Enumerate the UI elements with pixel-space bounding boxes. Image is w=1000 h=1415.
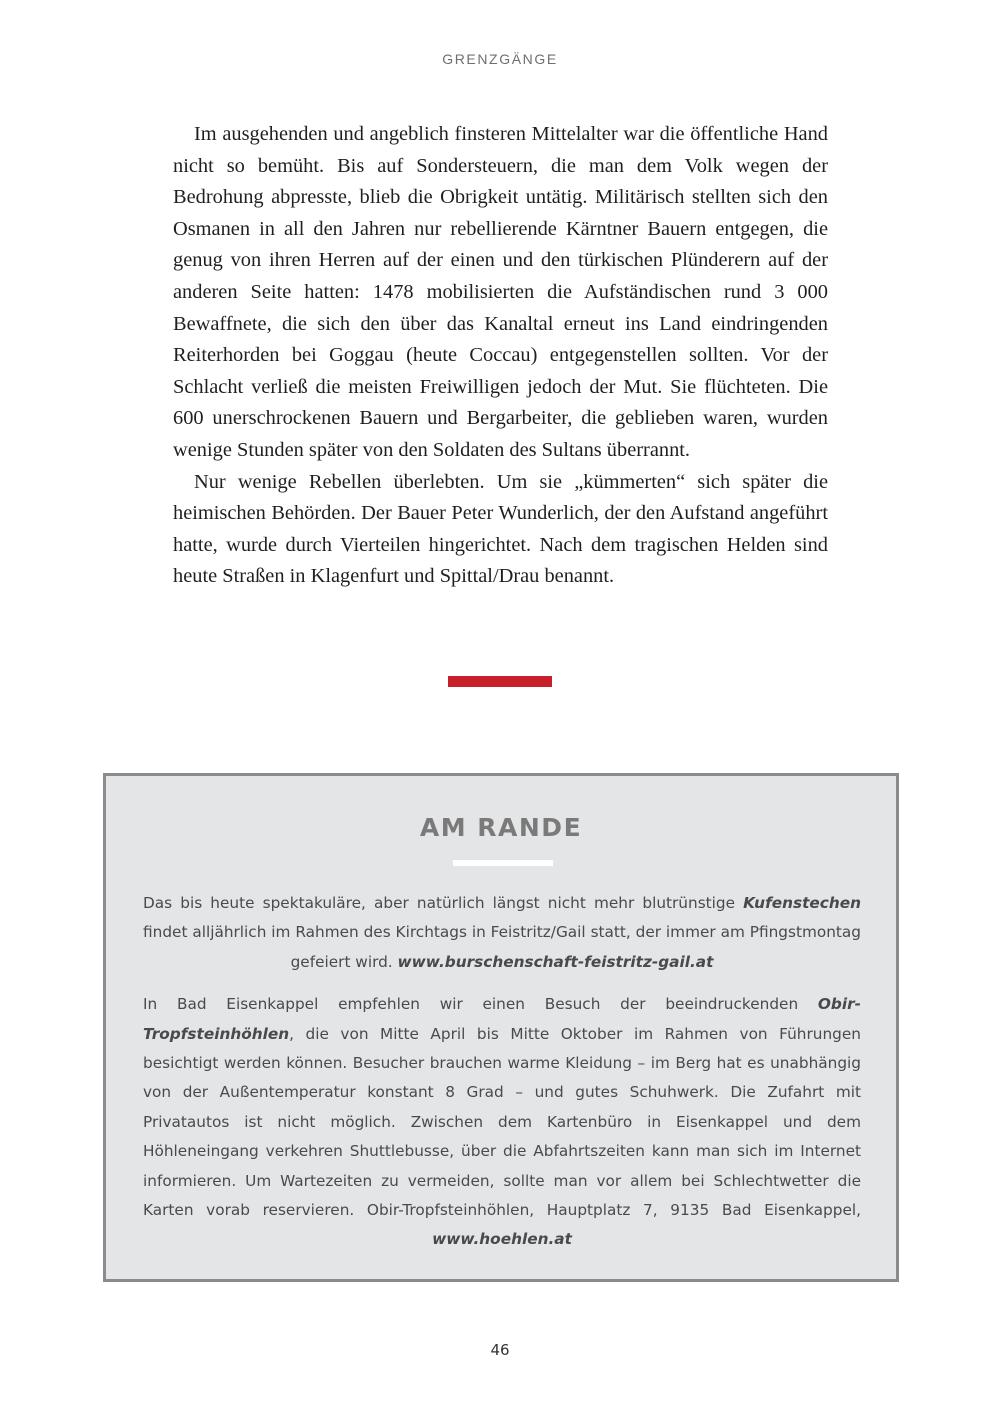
box-p2-text-1: In Bad Eisenkappel empfehlen wir einen Besuch der beeindruckenden [143, 995, 818, 1014]
box-p2-emphasis: Obir-Tropfsteinhöhlen [143, 995, 861, 1043]
box-paragraph-2 [143, 990, 861, 1255]
box-p1-text-1: Das bis heute spektakuläre, aber natürlich längst nicht mehr blutrünstige [143, 894, 744, 912]
box-title-rule [453, 860, 553, 866]
am-rande-box [103, 773, 899, 1282]
box-p1-link[interactable]: www.burschenschaft-feistritz-gail.at [397, 952, 714, 971]
box-p1-emphasis: Kufenstechen [743, 894, 861, 912]
box-paragraph-1 [143, 889, 861, 977]
running-head: GRENZGÄNGE [442, 51, 558, 67]
box-content [143, 889, 861, 1255]
section-divider-red [448, 676, 552, 687]
body-text [173, 119, 828, 593]
body-paragraph-1: Im ausgehenden und angeblich finsteren Mittelalter war die öffentliche Hand nicht so bemüht. Bis auf Sondersteuern, die man dem Volk wegen der Bedrohung abpresste, blieb die Obrigkeit untätig. Militärisch stellten sich den Osmanen in all den Jahren nur rebellierende Kärntner Bauern entgegen, die genug von ihren Herren auf der einen und den türkischen Plünderern auf der anderen Seite hatten: 1478 mobilisierten die Aufständischen rund 3 000 Bewaffnete, die sich den über das Kanaltal erneut ins Land eindringenden Reiterhorden bei Goggau (heute Coccau) entgegenstellen sollten. Vor der Schlacht verließ die meisten Freiwilligen jedoch der Mut. Sie flüchteten. Die 600 unerschrockenen Bauern und Bergarbeiter, die geblieben waren, wurden wenige Stunden später von den Soldaten des Sultans überrannt. [173, 123, 828, 461]
box-p2-text-2: , die von Mitte April bis Mitte Oktober im Rahmen von Führungen besichtigt werden können. Besucher brauchen warme Kleidung – im Berg hat es unabhängig von der Außentemperatur konstant 8 Grad – und gutes Schuhwerk. Die Zufahrt mit Privatautos ist nicht möglich. Zwischen dem Kartenbüro in Eisenkappel und dem Höhleneingang verkehren Shuttlebusse, über die Abfahrtszeiten kann man sich im Internet informieren. Um Wartezeiten zu vermeiden, sollte man vor allem bei Schlechtwetter die Karten vorab reservieren. Obir-Tropfsteinhöhlen, Hauptplatz 7, 9135 Bad Eisenkappel, [143, 1024, 861, 1220]
body-paragraph-2: Nur wenige Rebellen überlebten. Um sie „kümmerten“ sich später die heimischen Behörden. Der Bauer Peter Wunderlich, der den Aufstand angeführt hatte, wurde durch Vierteilen hingerichtet. Nach dem tragischen Helden sind heute Straßen in Klagenfurt und Spittal/Drau benannt. [173, 470, 828, 588]
box-p1-text-2: findet alljährlich im Rahmen des Kirchtags in Feistritz/Gail statt, der immer am Pfingstmontag gefeiert wird. [143, 923, 861, 971]
box-title: AM RANDE [419, 813, 583, 842]
page-number: 46 [490, 1341, 510, 1359]
box-p2-link[interactable]: www.hoehlen.at [432, 1230, 572, 1249]
